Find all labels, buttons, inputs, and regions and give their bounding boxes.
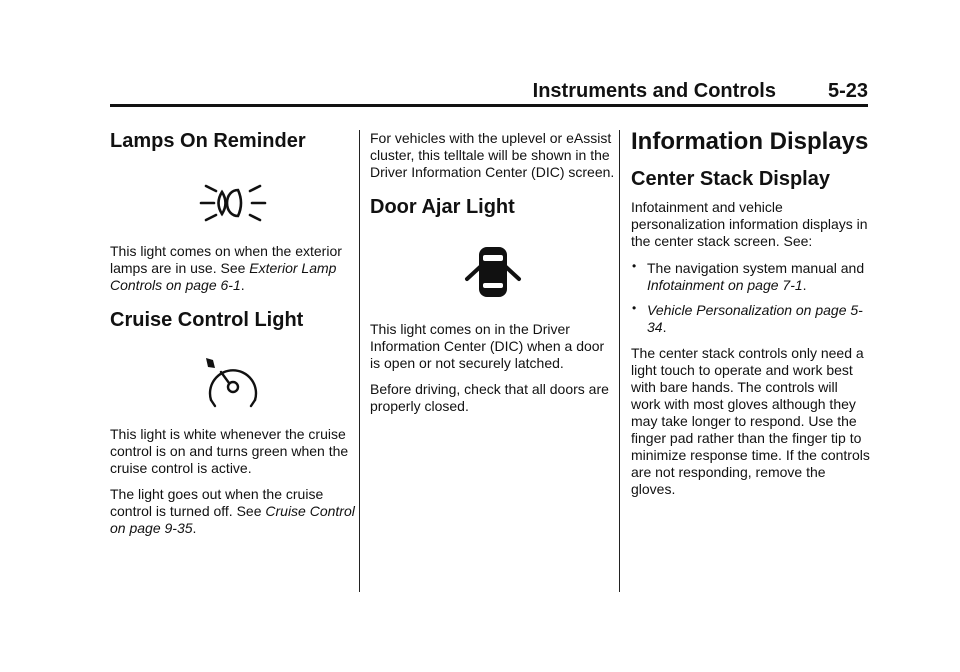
lamps-on-reminder-icon: [198, 181, 268, 225]
cruise-control-text-1: This light is white whenever the cruise control is on and turns green when the cruise control is active.: [110, 426, 349, 476]
center-stack-text: Infotainment and vehicle personalization information displays in the center stack screen. See:: [631, 198, 868, 249]
cruise-control-icon-wrap: [110, 356, 355, 410]
list-item: • Vehicle Personalization on page 5-34.: [631, 302, 871, 336]
infotainment-ref: Infotainment on page 7-1: [647, 276, 803, 293]
cruise-control-ref: Cruise Control on page 9-35: [110, 503, 355, 536]
door-ajar-icon-wrap: [370, 245, 615, 299]
center-stack-display-heading: Center Stack Display: [631, 167, 830, 190]
door-ajar-text-2: Before driving, check that all doors are properly closed.: [370, 381, 609, 414]
center-stack-controls-text: The center stack controls only need a light touch to operate and work best with bare hands. The controls will work with most gloves although they may take longer to respond. Use the finger pad rather than the finger tip to minimize response time. If the controls are not responding, remove the gloves.: [631, 344, 870, 497]
header-rule: [110, 104, 868, 107]
cruise-control-text-2: The light goes out when the cruise control is turned off. See Cruise Control on page 9-35.: [110, 486, 355, 536]
list-item: • The navigation system manual and Infotainment on page 7-1.: [631, 260, 871, 294]
lamps-on-reminder-heading: Lamps On Reminder: [110, 130, 306, 152]
door-ajar-text-1: This light comes on in the Driver Information Center (DIC) when a door is open or not securely latched.: [370, 321, 605, 371]
page-number: 5-23: [827, 80, 868, 102]
section-title: Instruments and Controls: [532, 80, 776, 102]
page-header: [110, 80, 868, 104]
door-ajar-heading: Door Ajar Light: [370, 196, 515, 218]
cruise-control-heading: Cruise Control Light: [110, 309, 304, 331]
information-displays-heading: Information Displays: [631, 128, 869, 155]
column-3: [631, 125, 871, 498]
cruise-control-icon: [201, 356, 265, 410]
lamps-on-reminder-icon-wrap: [110, 181, 355, 225]
exterior-lamp-controls-ref: Exterior Lamp Controls on page 6-1: [110, 260, 337, 293]
column-2: [370, 125, 615, 415]
uplevel-cluster-text: For vehicles with the uplevel or eAssist cluster, this telltale will be shown in the Driver Information Center (DIC) screen.: [370, 130, 615, 180]
vehicle-personalization-ref: Vehicle Personalization on page 5-34: [647, 301, 863, 335]
door-ajar-icon: [461, 245, 525, 299]
column-divider-1: [359, 130, 360, 592]
see-references-list: [631, 260, 871, 336]
lamps-on-reminder-text: This light comes on when the exterior lamps are in use. See Exterior Lamp Controls on page 6-1.: [110, 243, 342, 293]
column-divider-2: [619, 130, 620, 592]
column-1: [110, 125, 355, 537]
